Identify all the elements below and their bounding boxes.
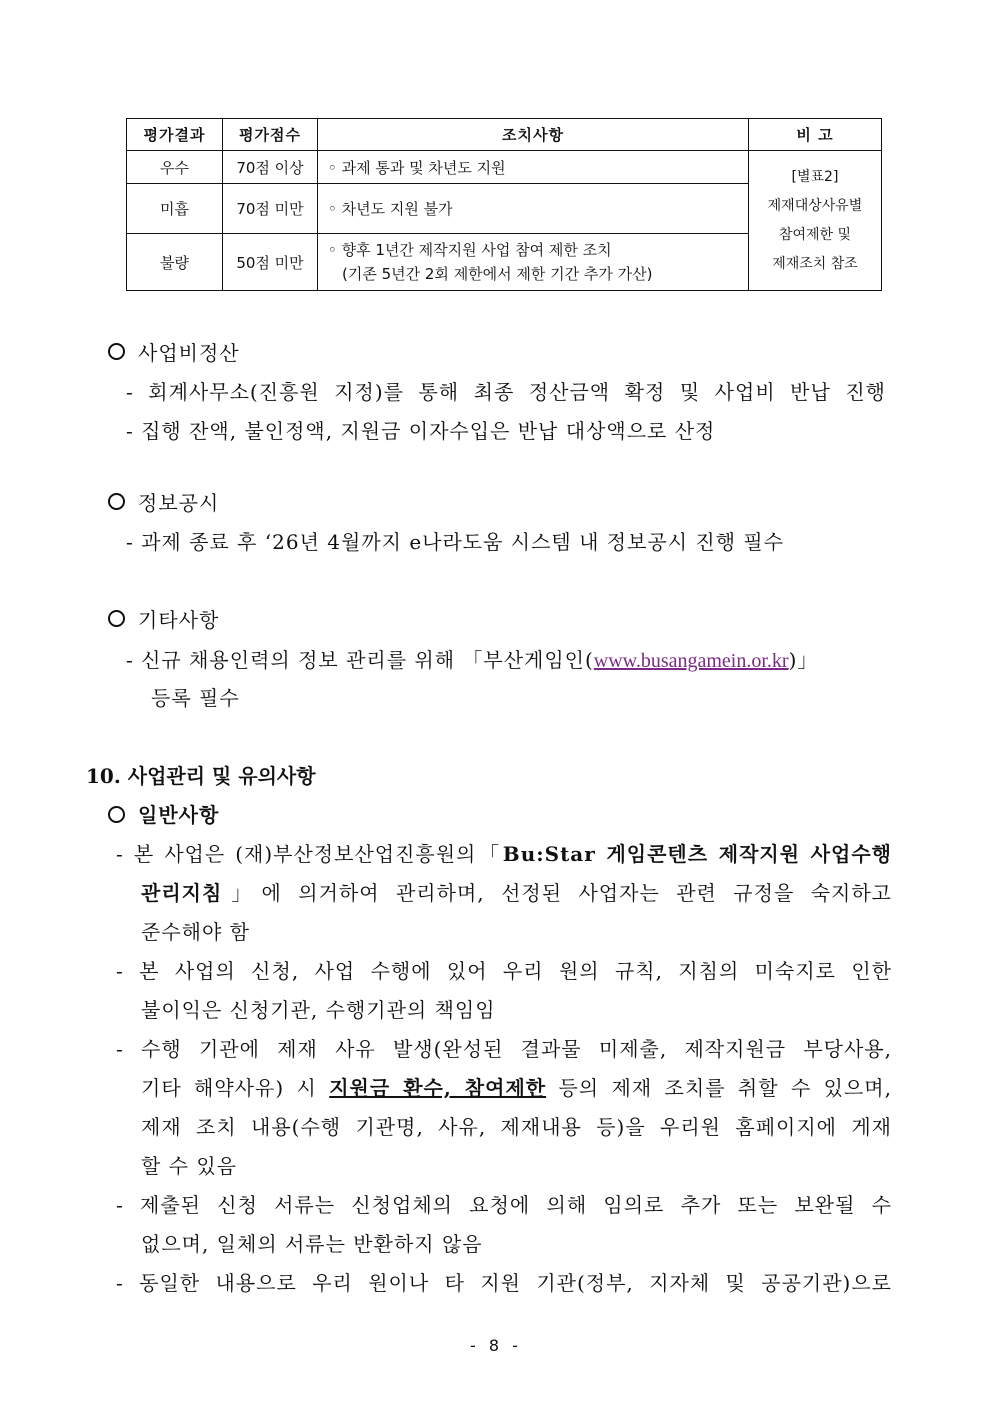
etc-item (126, 644, 818, 673)
general-item: - 본 사업의 신청, 사업 수행에 있어 우리 원의 규칙, 지침의 미숙지로 인한 (116, 959, 892, 983)
cell-action: ◦ 과제 통과 및 차년도 지원 (318, 151, 749, 184)
cell-score: 50점 미만 (223, 234, 318, 291)
general-item: - 제출된 신청 서류는 신청업체의 요청에 의해 임의로 추가 또는 보완될 수 (116, 1193, 892, 1217)
settlement-item: - 회계사무소(진흥원 지정)를 통해 최종 정산금액 확정 및 사업비 반납 진행 (126, 380, 886, 404)
p1-bold-text: Bu:Star 게임콘텐츠 제작지원 사업수행 (502, 842, 892, 866)
busangamein-link[interactable]: www.busangamein.or.kr (593, 650, 789, 672)
p1-text: - 본 사업은 (재)부산정보산업진흥원의「 (116, 842, 503, 866)
p1-bold-text: 관리지침 (141, 881, 223, 905)
action-line: ◦ 향후 1년간 제작지원 사업 참여 제한 조치 (328, 241, 612, 259)
evaluation-table (126, 118, 882, 291)
general-item: - 동일한 내용으로 우리 원이나 타 지원 기관(정부, 지자체 및 공공기관)으로 (116, 1271, 892, 1295)
settlement-title: 사업비정산 (138, 341, 240, 365)
general-title: 일반사항 (138, 803, 220, 827)
general-item-continued (141, 877, 892, 906)
cell-result: 미흡 (127, 184, 223, 234)
p1-text: 」에 의거하여 관리하며, 선정된 사업자는 관련 규정을 숙지하고 (222, 881, 892, 905)
table-header-row (127, 119, 882, 151)
header-result: 평가결과 (127, 119, 223, 151)
general-item-continued: 제재 조치 내용(수행 기관명, 사유, 제재내용 등)을 우리원 홈페이지에 게재 (141, 1115, 892, 1139)
etc-item-continued: 등록 필수 (151, 686, 240, 710)
note-line: 참여제한 및 (778, 226, 852, 243)
disclosure-item: - 과제 종료 후 ‘26년 4월까지 e나라도움 시스템 내 정보공시 진행 필수 (126, 530, 785, 554)
header-note: 비 고 (749, 119, 882, 151)
cell-result: 불량 (127, 234, 223, 291)
general-item-continued (141, 1072, 892, 1101)
general-item: - 수행 기관에 제재 사유 발생(완성된 결과물 미제출, 제작지원금 부당사용, (116, 1037, 892, 1061)
cell-action: ◦ 차년도 지원 불가 (318, 184, 749, 234)
action-line: (기존 5년간 2회 제한에서 제한 기간 추가 가산) (342, 265, 653, 283)
general-item-continued: 준수해야 함 (141, 920, 250, 944)
settlement-item: - 집행 잔액, 불인정액, 지원금 이자수입은 반납 대상액으로 산정 (126, 419, 716, 443)
circle-bullet-icon (108, 343, 125, 360)
general-item (116, 838, 892, 867)
circle-bullet-icon (108, 806, 125, 823)
p3-text: 등의 제재 조치를 취할 수 있으며, (546, 1076, 892, 1100)
etc-title: 기타사항 (138, 608, 220, 632)
cell-score: 70점 이상 (223, 151, 318, 184)
cell-action (318, 234, 749, 291)
general-item-continued: 없으며, 일체의 서류는 반환하지 않음 (141, 1232, 483, 1256)
header-action: 조치사항 (318, 119, 749, 151)
note-line: 제재대상사유별 (767, 197, 863, 214)
cell-result: 우수 (127, 151, 223, 184)
general-item-continued: 불이익은 신청기관, 수행기관의 책임임 (141, 998, 496, 1022)
p3-text: 기타 해약사유) 시 (141, 1076, 330, 1100)
table-row (127, 151, 882, 184)
section-10-title: 10. 사업관리 및 유의사항 (86, 764, 316, 788)
general-item-continued: 할 수 있음 (141, 1154, 237, 1178)
etc-text: - 신규 채용인력의 정보 관리를 위해 「부산게임인( (126, 648, 594, 672)
p3-emphasis-text: 지원금 환수, 참여제한 (329, 1076, 547, 1100)
disclosure-title: 정보공시 (138, 491, 220, 515)
page-number: - 8 - (470, 1336, 522, 1355)
cell-note (749, 151, 882, 291)
header-score: 평가점수 (223, 119, 318, 151)
cell-score: 70점 미만 (223, 184, 318, 234)
etc-text: )」 (788, 648, 819, 672)
note-line: 제재조치 참조 (772, 255, 858, 272)
circle-bullet-icon (108, 493, 125, 510)
note-line: [별표2] (791, 168, 839, 185)
circle-bullet-icon (108, 610, 125, 627)
